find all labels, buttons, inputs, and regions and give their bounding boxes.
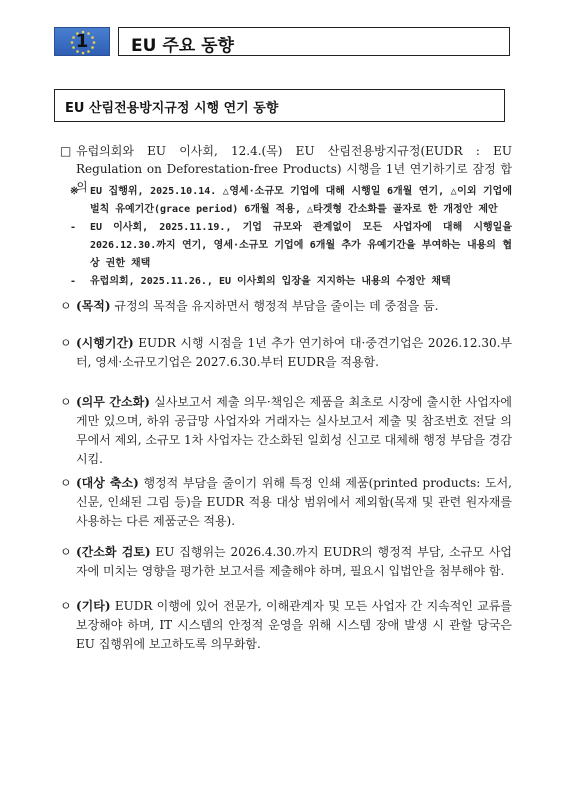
circle-bullet-icon: ㅇ <box>60 599 72 613</box>
note-text: 유럽의회, 2025.11.26., EU 이사회의 입장을 지지하는 내용의 수정안 채택 <box>90 276 451 287</box>
section-number: 1 <box>75 31 89 52</box>
square-bullet-icon: □ <box>60 144 72 158</box>
note-item <box>70 183 512 219</box>
note-marker: ※ <box>70 186 79 197</box>
bullet-label: (간소화 검토) <box>76 545 151 559</box>
circle-bullet-icon: ㅇ <box>60 395 72 409</box>
bullet-label: (시행기간) <box>76 336 134 350</box>
circle-bullet-icon: ㅇ <box>60 545 72 559</box>
section-title: EU 산림전용방지규정 시행 연기 동향 <box>65 101 279 116</box>
bullet-text: EUDR 시행 시점을 1년 추가 연기하여 대·중견기업은 2026.12.30.부터, 영세·소규모기업은 2027.6.30.부터 EUDR을 적용함. <box>76 336 512 369</box>
note-item <box>70 273 512 291</box>
circle-bullet-icon: ㅇ <box>60 476 72 490</box>
bullet-text: 실사보고서 제출 의무·책임은 제품을 최초로 시장에 출시한 사업자에게만 있으며, 하위 공급망 사업자와 거래자는 실사보고서 제출 및 참조번호 전달 의무에서 제외, 소규모 1차 사업자는 간소화된 일회성 신고로 대체해 행정 부담을 경감시킴. <box>76 395 512 466</box>
note-marker: - <box>70 222 77 233</box>
bullet-text: EUDR 이행에 있어 전문가, 이해관계자 및 모든 사업자 간 지속적인 교류를 보장해야 하며, IT 시스템의 안정적 운영을 위해 시스템 장애 발생 시 관할 당국은 EU 집행위에 보고하도록 의무화함. <box>76 599 512 651</box>
intro-text: 유럽의회와 EU 이사회, 12.4.(목) EU 산림전용방지규정(EUDR : EU Regulation on Deforestation-free Products) 시행을 1년 연기하기로 잠정 합의 <box>76 144 512 194</box>
section-heading-box <box>54 89 505 122</box>
note-text: EU 집행위, 2025.10.14. △영세·소규모 기업에 대해 시행일 6개월 연기, △이외 기업에 벌칙 유예기간(grace period) 6개월 적용, △타겟형 간소화를 골자로 한 개정안 제안 <box>90 186 512 215</box>
eu-flag-badge <box>54 27 110 56</box>
bullet-item <box>60 543 512 581</box>
bullet-text: EU 집행위는 2026.4.30.까지 EUDR의 행정적 부담, 소규모 사업자에 미치는 영향을 평가한 보고서를 제출해야 하며, 필요시 입법안을 첨부해야 함. <box>76 545 513 578</box>
bullet-text: 규정의 목적을 유지하면서 행정적 부담을 줄이는 데 중점을 둠. <box>110 299 439 313</box>
bullet-item <box>60 474 512 531</box>
header-title-box <box>118 27 510 56</box>
circle-bullet-icon: ㅇ <box>60 336 72 350</box>
bullet-item <box>60 334 512 372</box>
bullet-text: 행정적 부담을 줄이기 위해 특정 인쇄 제품(printed products: 도서, 신문, 인쇄된 그림 등)을 EUDR 적용 대상 범위에서 제외함(목재 및 관련 원자재를 사용하는 다른 제품군은 적용). <box>76 476 512 528</box>
bullet-item <box>60 393 512 469</box>
bullet-label: (기타) <box>76 599 111 613</box>
notes-list <box>70 183 512 291</box>
note-text: EU 이사회, 2025.11.19., 기업 규모와 관계없이 모든 사업자에 대해 시행일을 2026.12.30.까지 연기, 영세·소규모 기업에 6개월 추가 유예기간을 부여하는 내용의 협상 권한 채택 <box>90 222 512 269</box>
bullet-label: (목적) <box>76 299 111 313</box>
page-title: EU 주요 동향 <box>131 36 234 56</box>
note-marker: - <box>70 276 77 287</box>
circle-bullet-icon: ㅇ <box>60 299 72 313</box>
note-item <box>70 219 512 273</box>
bullet-item <box>60 297 512 316</box>
bullet-label: (의무 간소화) <box>76 395 150 409</box>
bullet-label: (대상 축소) <box>76 476 139 490</box>
bullet-item <box>60 597 512 654</box>
